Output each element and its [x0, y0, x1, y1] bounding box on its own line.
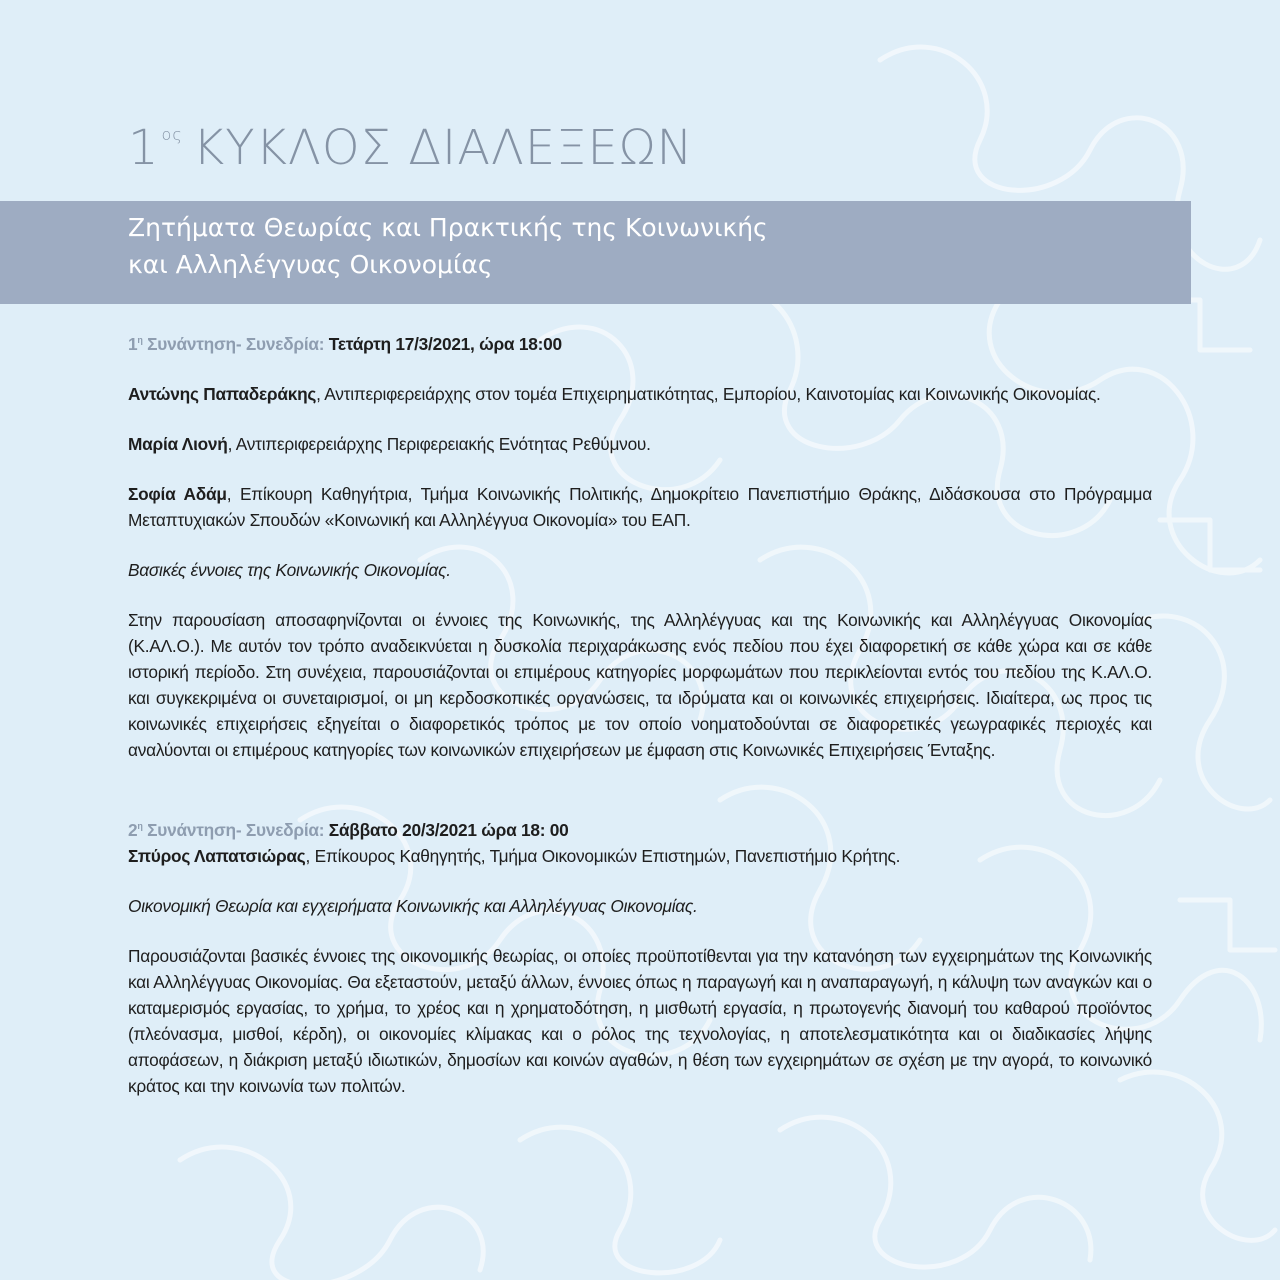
title-text: ΚΥΚΛΟΣ ΔΙΑΛΕΞΕΩΝ: [192, 120, 694, 176]
session-2-description: Παρουσιάζονται βασικές έννοιες της οικονομικής θεωρίας, οι οποίες προϋποτίθενται για την κατανόηση των εγχειρημάτων της Κοινωνικής και Αλληλέγγυας Οικονομίας. Θα εξεταστούν, μεταξύ άλλων, έννοιες όπως η παραγωγή και η αναπαραγωγή, η κάλυψη των αναγκών και ο καταμερισμός εργασίας, το χρήμα, το χρέος και η χρηματοδότηση, η μισθωτή εργασία, η πρωτογενής διανομή του καθαρού προϊόντος (πλεόνασμα, μισθοί, κέρδη), οι οικονομίες κλίμακας και ο ρόλος της τεχνολογίας, η αποτελεσματικότητα και οι διαδικασίες λήψης αποφάσεων, η διάκριση μεταξύ ιδιωτικών, δημοσίων και κοινών αγαθών, η θέση των εγχειρημάτων σε σχέση με την αγορά, το κοινωνικό κράτος και την κοινωνία των πολιτών.: [128, 945, 1152, 1096]
session-1-ordinal: η: [137, 335, 143, 345]
subtitle-banner-text: [128, 209, 1128, 283]
session-1-label: [128, 334, 324, 354]
session-2-datetime: Σάββατο 20/3/2021 ώρα 18: 00: [324, 819, 569, 840]
session-1-topic: Βασικές έννοιες της Κοινωνικής Οικονομίας.: [128, 559, 451, 580]
session-2-header: [128, 813, 1152, 843]
speaker-name: Μαρία Λιονή: [128, 433, 228, 454]
session-1-speaker-2: [128, 431, 1152, 457]
session-1-speaker-1: [128, 381, 1152, 407]
session-1-header: [128, 327, 1152, 357]
session-1-label-text: Συνάντηση- Συνεδρία:: [142, 333, 325, 354]
speaker-name: Αντώνης Παπαδεράκης: [128, 383, 317, 404]
session-2-topic: Οικονομική Θεωρία και εγχειρήματα Κοινωνικής και Αλληλέγγυας Οικονομίας.: [128, 895, 698, 916]
speaker-role: , Αντιπεριφερειάρχης Περιφερειακής Ενότητας Ρεθύμνου.: [227, 433, 651, 454]
content-body: [128, 327, 1152, 1099]
title-ordinal-suffix: ος: [161, 125, 183, 144]
session-2-label-text: Συνάντηση- Συνεδρία:: [142, 819, 325, 840]
speaker-role: , Επίκουρη Καθηγήτρια, Τμήμα Κοινωνικής Πολιτικής, Δημοκρίτειο Πανεπιστήμιο Θράκης, Διδάσκουσα στο Πρόγραμμα Μεταπτυχιακών Σπουδών «Κοινωνική και Αλληλέγγυα Οικονομία» του ΕΑΠ.: [128, 483, 1153, 530]
subtitle-line-1: Ζητήματα Θεωρίας και Πρακτικής της Κοινωνικής: [128, 213, 768, 242]
session-2-ordinal: η: [137, 820, 143, 831]
speaker-name: Σπύρος Λαπατσιώρας: [128, 845, 306, 866]
speaker-role: , Επίκουρος Καθηγητής, Τμήμα Οικονομικών Επιστημών, Πανεπιστήμιο Κρήτης.: [305, 845, 901, 866]
speaker-name: Σοφία Αδάμ: [128, 483, 227, 504]
session-1-speaker-3: [128, 481, 1152, 533]
session-1-description: Στην παρουσίαση αποσαφηνίζονται οι έννοιες της Κοινωνικής, της Αλληλέγγυας και της Κοινωνικής και Αλληλέγγυας Οικονομίας (Κ.ΑΛ.Ο.). Με αυτόν τον τρόπο αναδεικνύεται η δυσκολία περιχαράκωσης ενός πεδίου που έχει διαφορετική σε κάθε χώρα και σε κάθε ιστορική περίοδο. Στη συνέχεια, παρουσιάζονται οι επιμέρους κατηγορίες μορφωμάτων που περικλείονται εντός του πεδίου της Κ.ΑΛ.Ο. και συγκεκριμένα οι συνεταιρισμοί, οι μη κερδοσκοπικές οργανώσεις, τα ιδρύματα και οι κοινωνικές επιχειρήσεις. Ιδιαίτερα, ως προς τις κοινωνικές επιχειρήσεις εξηγείται ο διαφορετικός τρόπος με τον οποίο νοηματοδούνται σε διαφορετικές γεωγραφικές περιοχές και αναλύονται οι επιμέρους κατηγορίες των κοινωνικών επιχειρήσεων με έμφαση στις Κοινωνικές Επιχειρήσεις Ένταξης.: [128, 609, 1152, 760]
session-2-label: [128, 820, 324, 840]
session-2-number: 2: [128, 819, 138, 840]
page-title: [128, 118, 693, 189]
session-2-speaker-1: [128, 843, 1152, 869]
session-1-datetime: Τετάρτη 17/3/2021, ώρα 18:00: [324, 333, 562, 354]
subtitle-line-2: και Αλληλέγγυας Οικονομίας: [128, 250, 493, 279]
session-1-number: 1: [128, 333, 138, 354]
title-ordinal-number: 1: [128, 120, 160, 176]
speaker-role: , Αντιπεριφερειάρχης στον τομέα Επιχειρηματικότητας, Εμπορίου, Καινοτομίας και Κοινωνικής Οικονομίας.: [316, 383, 1101, 404]
